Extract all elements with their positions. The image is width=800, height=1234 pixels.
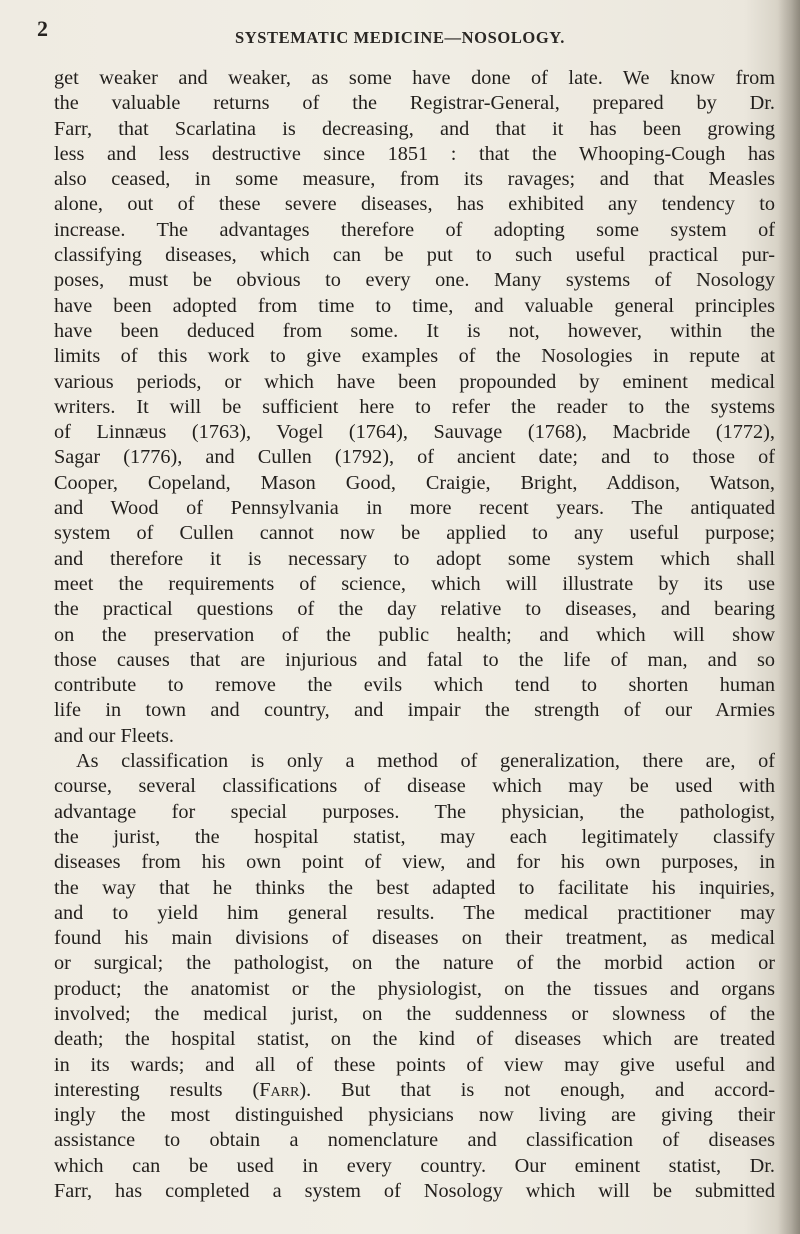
citation-lead: interesting results ( (54, 1078, 260, 1101)
text-line: have been adopted from time to time, and valuable general principles (54, 294, 775, 317)
text-line: found his main divisions of diseases on their treatment, as medical (54, 927, 775, 950)
citation-tail: ). But that is not enough, and accord- (299, 1078, 775, 1101)
text-line: Farr, that Scarlatina is decreasing, and that it has been growing (54, 117, 775, 140)
body-text (54, 66, 775, 1204)
page-edge-shadow (778, 0, 800, 1234)
text-line: and Wood of Pennsylvania in more recent years. The antiquated (54, 497, 775, 520)
text-line: contribute to remove the evils which tend to shorten human (54, 674, 775, 697)
text-line: alone, out of these severe diseases, has exhibited any tendency to (54, 193, 775, 216)
text-line: assistance to obtain a nomenclature and classification of diseases (54, 1129, 775, 1152)
text-line: poses, must be obvious to every one. Many systems of Nosology (54, 269, 775, 292)
page-number: 2 (37, 16, 48, 41)
text-line: classifying diseases, which can be put to such useful practical pur- (54, 244, 775, 267)
text-line: less and less destructive since 1851 : that the Whooping-Cough has (54, 142, 775, 165)
text-line: limits of this work to give examples of the Nosologies in repute at (54, 345, 775, 368)
text-line: which can be used in every country. Our eminent statist, Dr. (54, 1154, 775, 1177)
text-line: involved; the medical jurist, on the suddenness or slowness of the (54, 1002, 775, 1025)
text-line-with-citation (54, 1078, 775, 1103)
text-line: course, several classifications of disease which may be used with (54, 775, 775, 798)
text-line: various periods, or which have been propounded by eminent medical (54, 370, 775, 393)
text-line: increase. The advantages therefore of adopting some system of (54, 218, 775, 241)
text-line: death; the hospital statist, on the kind of diseases which are treated (54, 1028, 775, 1051)
text-line: Sagar (1776), and Cullen (1792), of ancient date; and to those of (54, 446, 775, 469)
text-line: on the preservation of the public health; and which will show (54, 623, 775, 646)
text-line: writers. It will be sufficient here to refer the reader to the systems (54, 395, 775, 418)
text-line: the practical questions of the day relative to diseases, and bearing (54, 598, 775, 621)
paragraph-end-line: and our Fleets. (54, 724, 174, 747)
running-head: SYSTEMATIC MEDICINE—NOSOLOGY. (234, 28, 566, 47)
text-line: meet the requirements of science, which will illustrate by its use (54, 572, 775, 595)
text-line: life in town and country, and impair the strength of our Armies (54, 699, 775, 722)
text-line: product; the anatomist or the physiologist, on the tissues and organs (54, 977, 775, 1000)
text-line: of Linnæus (1763), Vogel (1764), Sauvage (1768), Macbride (1772), (54, 421, 775, 444)
text-line: system of Cullen cannot now be applied to any useful purpose; (54, 522, 775, 545)
text-line: and to yield him general results. The medical practitioner may (54, 901, 775, 924)
text-line: the jurist, the hospital statist, may each legitimately classify (54, 825, 775, 848)
text-line: the way that he thinks the best adapted to facilitate his inquiries, (54, 876, 775, 899)
text-line: have been deduced from some. It is not, however, within the (54, 319, 775, 342)
citation-author: Farr (259, 1078, 300, 1101)
text-line: also ceased, in some measure, from its ravages; and that Measles (54, 168, 775, 191)
text-line: and therefore it is necessary to adopt some system which shall (54, 547, 775, 570)
text-line: Farr, has completed a system of Nosology which will be submitted (54, 1180, 775, 1203)
text-line: the valuable returns of the Registrar-General, prepared by Dr. (54, 92, 775, 115)
text-line: those causes that are injurious and fatal to the life of man, and so (54, 648, 775, 671)
text-line: diseases from his own point of view, and for his own purposes, in (54, 851, 775, 874)
text-line: Cooper, Copeland, Mason Good, Craigie, Bright, Addison, Watson, (54, 471, 775, 494)
text-line: ingly the most distinguished physicians now living are giving their (54, 1104, 775, 1127)
text-line: get weaker and weaker, as some have done of late. We know from (54, 67, 775, 89)
paragraph-start-line: As classification is only a method of generalization, there are, of (76, 750, 775, 773)
text-line: in its wards; and all of these points of view may give useful and (54, 1053, 775, 1076)
text-line: advantage for special purposes. The physician, the pathologist, (54, 800, 775, 823)
text-line: or surgical; the pathologist, on the nature of the morbid action or (54, 952, 775, 975)
